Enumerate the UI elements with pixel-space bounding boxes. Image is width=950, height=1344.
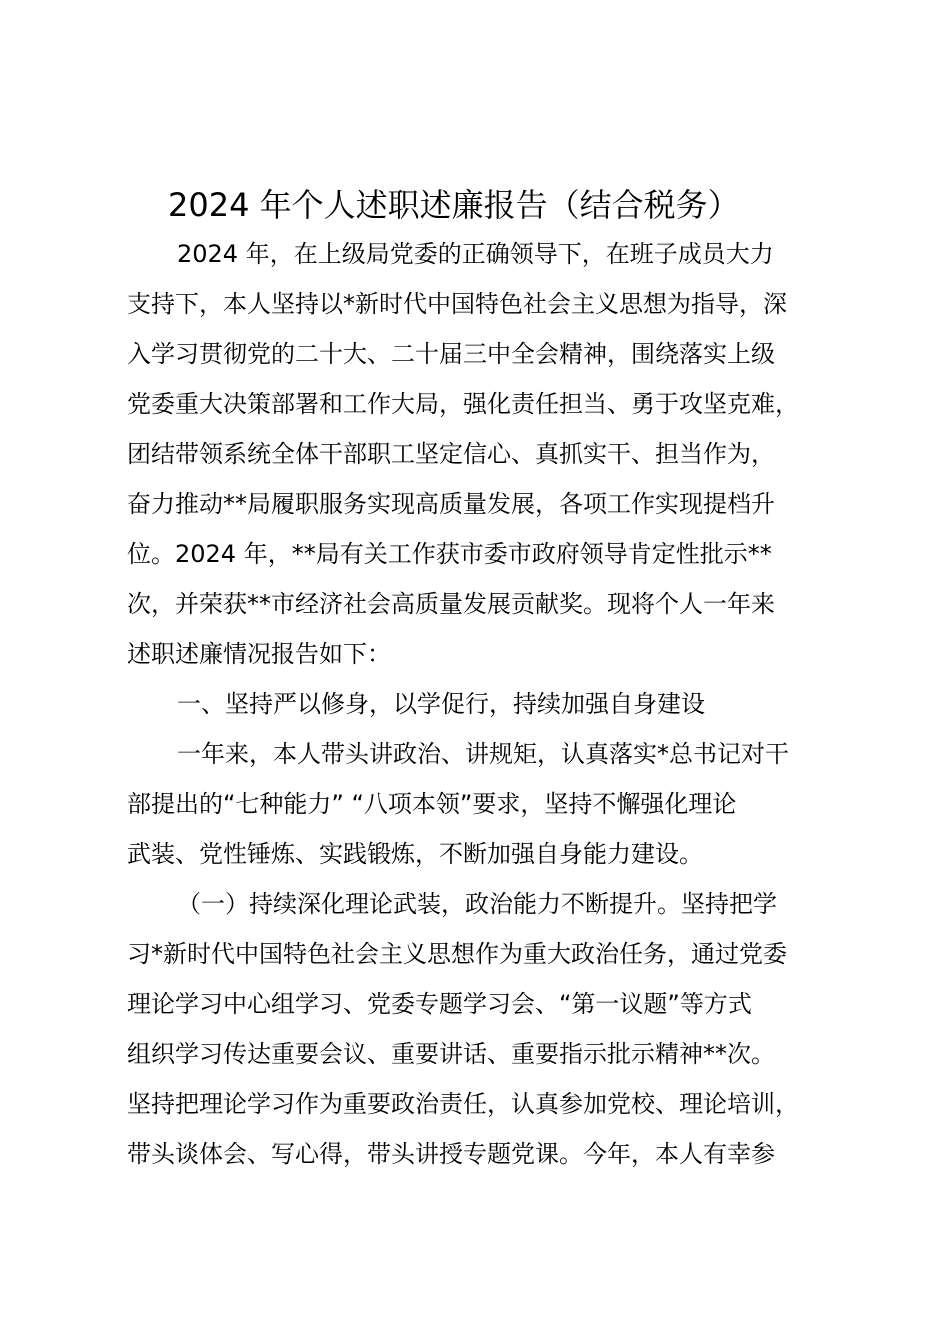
section-heading: 一、坚持严以修身，以学促行，持续加强自身建设 [177,690,705,718]
paragraph-line: 组织学习传达重要会议、重要讲话、重要指示批示精神**次。 [127,1040,775,1068]
paragraph-line: 位。2024 年，**局有关工作获市委市政府领导肯定性批示** [127,540,772,568]
paragraph-line: （一）持续深化理论武装，政治能力不断提升。坚持把学 [177,890,777,918]
paragraph-line: 支持下，本人坚持以*新时代中国特色社会主义思想为指导，深 [127,290,787,318]
document-body [127,229,847,1179]
paragraph-line: 理论学习中心组学习、党委专题学习会、“第一议题”等方式 [127,990,752,1018]
paragraph-line: 党委重大决策部署和工作大局，强化责任担当、勇于攻坚克难， [127,390,799,418]
paragraph-line: 坚持把理论学习作为重要政治责任，认真参加党校、理论培训， [127,1090,799,1118]
paragraph-line: 奋力推动**局履职服务实现高质量发展，各项工作实现提档升 [127,490,775,518]
paragraph-line: 一年来，本人带头讲政治、讲规矩，认真落实*总书记对干 [177,740,789,768]
paragraph-line: 武装、党性锤炼、实践锻炼，不断加强自身能力建设。 [127,840,703,868]
paragraph-line: 2024 年，在上级局党委的正确领导下，在班子成员大力 [177,240,774,268]
paragraph-line: 次，并荣获**市经济社会高质量发展贡献奖。现将个人一年来 [127,590,775,618]
paragraph-line: 习*新时代中国特色社会主义思想作为重大政治任务，通过党委 [127,940,787,968]
document-title: 2024 年个人述职述廉报告（结合税务） [168,186,740,224]
paragraph-line: 部提出的“七种能力” “八项本领”要求，坚持不懈强化理论 [127,790,737,818]
paragraph-line: 入学习贯彻党的二十大、二十届三中全会精神，围绕落实上级 [127,340,775,368]
paragraph-line: 团结带领系统全体干部职工坚定信心、真抓实干、担当作为， [127,440,775,468]
paragraph-line: 带头谈体会、写心得，带头讲授专题党课。今年，本人有幸参 [127,1140,775,1168]
paragraph-line: 述职述廉情况报告如下： [127,640,391,668]
